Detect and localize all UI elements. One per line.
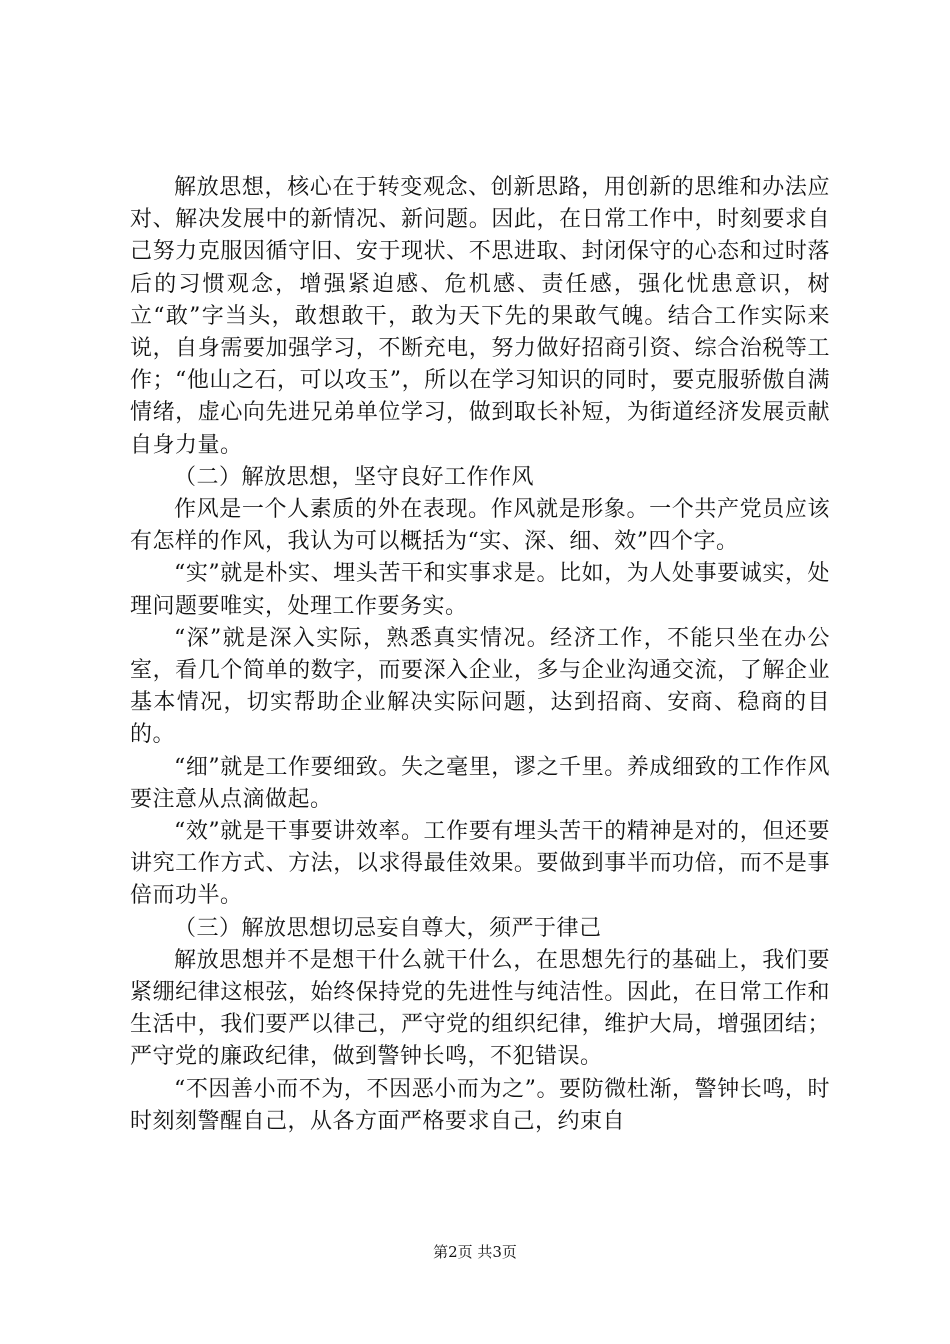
document-body bbox=[130, 172, 830, 1138]
section-heading-2: （二）解放思想，坚守良好工作作风 bbox=[174, 464, 535, 490]
paragraph-xi: “细”就是工作要细致。失之毫里，谬之千里。养成细致的工作作风要注意从点滴做起。 bbox=[130, 754, 830, 812]
paragraph-shen: “深”就是深入实际，熟悉真实情况。经济工作，不能只坐在办公室，看几个简单的数字，而要深入企业，多与企业沟通交流，了解企业基本情况，切实帮助企业解决实际问题，达到招商、安商、稳商的目的。 bbox=[130, 625, 830, 748]
paragraph-liberate-thinking-core: 解放思想，核心在于转变观念、创新思路，用创新的思维和办法应对、解决发展中的新情况、新问题。因此，在日常工作中，时刻要求自己努力克服因循守旧、安于现状、不思进取、封闭保守的心态和过时落后的习惯观念，增强紧迫感、危机感、责任感，强化忧患意识，树立“敢”字当头，敢想敢干，敢为天下先的果敢气魄。结合工作实际来说，自身需要加强学习，不断充电，努力做好招商引资、综合治税等工作；“他山之石，可以攻玉”，所以在学习知识的同时，要克服骄傲自满情绪，虚心向先进兄弟单位学习，做到取长补短，为街道经济发展贡献自身力量。 bbox=[130, 175, 830, 458]
paragraph-discipline: 解放思想并不是想干什么就干什么，在思想先行的基础上，我们要紧绷纪律这根弦，始终保持党的先进性与纯洁性。因此，在日常工作和生活中，我们要严以律己，严守党的组织纪律，维护大局，增强团结；严守党的廉政纪律，做到警钟长鸣，不犯错误。 bbox=[130, 947, 830, 1070]
section-heading-3: （三）解放思想切忌妄自尊大，须严于律己 bbox=[174, 915, 602, 941]
paragraph-shi: “实”就是朴实、埋头苦干和实事求是。比如，为人处事要诚实，处理问题要唯实，处理工作要务实。 bbox=[130, 561, 830, 619]
paragraph-xiao: “效”就是干事要讲效率。工作要有埋头苦干的精神是对的，但还要讲究工作方式、方法，以求得最佳效果。要做到事半而功倍，而不是事倍而功半。 bbox=[130, 819, 830, 909]
paragraph-vigilance: “不因善小而不为，不因恶小而为之”。要防微杜渐，警钟长鸣，时时刻刻警醒自己，从各方面严格要求自己，约束自 bbox=[130, 1076, 830, 1134]
paragraph-work-style: 作风是一个人素质的外在表现。作风就是形象。一个共产党员应该有怎样的作风，我认为可以概括为“实、深、细、效”四个字。 bbox=[130, 497, 830, 555]
page-footer: 第2页 共3页 bbox=[433, 1243, 517, 1261]
